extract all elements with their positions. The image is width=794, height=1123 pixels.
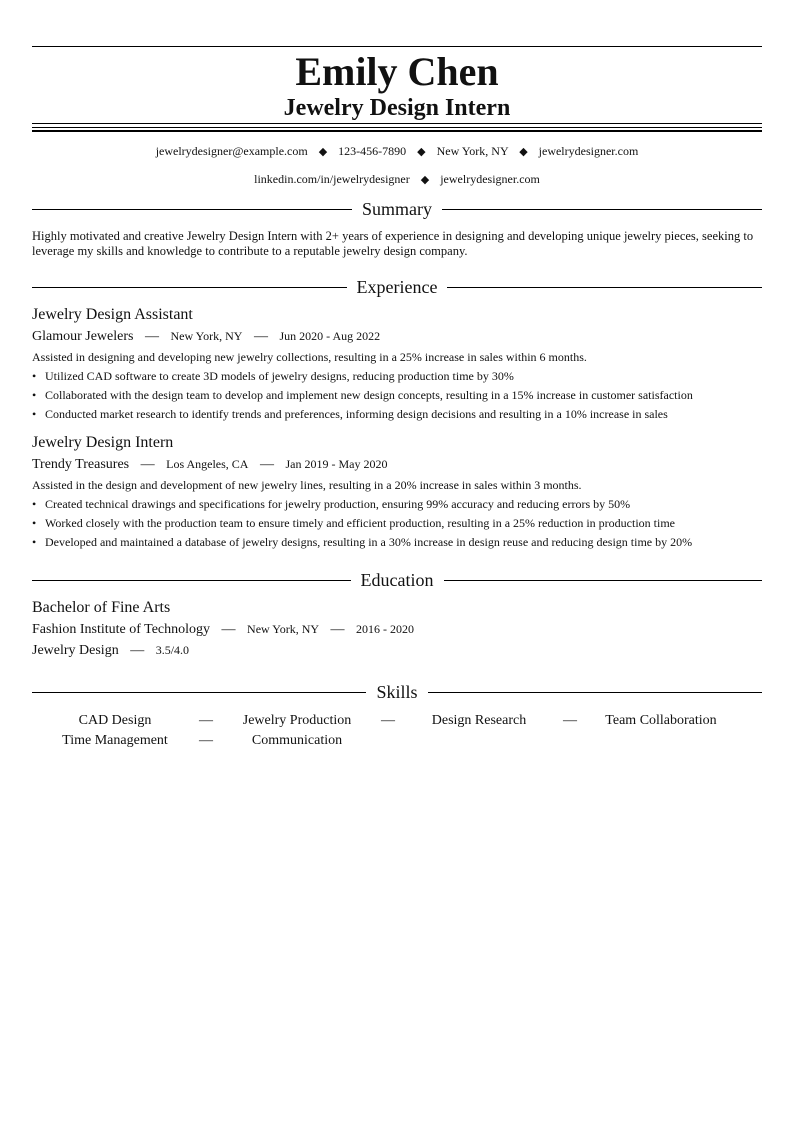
job-entry [32, 433, 762, 550]
candidate-name: Emily Chen [295, 49, 499, 94]
section-title: Education [360, 570, 434, 590]
school-years: 2016 - 2020 [356, 622, 415, 636]
contact-location: New York, NY [436, 144, 509, 158]
skills-heading [32, 680, 762, 704]
dash-separator: — [199, 713, 213, 728]
bullet-icon: • [32, 516, 37, 530]
contact-website[interactable]: jewelrydesigner.com [538, 144, 639, 158]
gpa: 3.5/4.0 [155, 643, 190, 657]
diamond-separator-icon: ◆ [318, 146, 328, 158]
skills-row [32, 732, 762, 750]
candidate-role: Jewelry Design Intern [283, 95, 511, 121]
job-location: Los Angeles, CA [166, 457, 249, 471]
job-dates: Jan 2019 - May 2020 [285, 457, 388, 471]
school-location: New York, NY [247, 622, 320, 636]
dash-separator: — [199, 733, 213, 748]
skill-item: Team Collaboration [605, 713, 717, 728]
diamond-separator-icon: ◆ [519, 146, 528, 158]
skills-list [32, 712, 762, 750]
list-item: • Worked closely with the production team to ensure timely and efficient production, resulting in a 25% reduction in production time [32, 516, 675, 530]
experience-heading [32, 275, 762, 299]
section-title: Experience [356, 277, 438, 297]
dash-separator: — [381, 713, 395, 728]
dash-separator: — [130, 643, 145, 658]
contact-website-2[interactable]: jewelrydesigner.com [440, 172, 540, 186]
job-description: Assisted in the design and development of new jewelry lines, resulting in a 20% increase in sales within 3 months. [32, 478, 582, 492]
summary-text: Highly motivated and creative Jewelry Design Intern with 2+ years of experience in designing and developing unique jewelry pieces, seeking to leverage my skills and knowledge to contribute to a reputable jewelry design company. [32, 229, 754, 258]
contact-linkedin[interactable]: linkedin.com/in/jewelrydesigner [254, 172, 410, 186]
job-title: Jewelry Design Intern [32, 434, 174, 451]
contact-row-1 [32, 144, 762, 159]
job-meta [32, 455, 762, 474]
job-bullets [32, 369, 762, 422]
skill-item: Jewelry Production [242, 713, 352, 728]
education-meta [32, 620, 762, 639]
dash-separator: — [144, 329, 159, 344]
list-item: • Created technical drawings and specifications for jewelry production, ensuring 99% accuracy and reducing errors by 50% [32, 497, 631, 511]
skill-item: Time Management [62, 733, 168, 748]
list-item: • Conducted market research to identify trends and preferences, informing design decisions and resulting in a 10% increase in sales [32, 407, 668, 421]
section-title: Summary [362, 199, 432, 219]
dash-separator: — [253, 329, 268, 344]
dash-separator: — [221, 622, 236, 637]
bullet-icon: • [32, 388, 37, 402]
header-top-rule [32, 46, 762, 47]
job-dates: Jun 2020 - Aug 2022 [279, 329, 381, 343]
bullet-icon: • [32, 535, 37, 549]
list-item: • Utilized CAD software to create 3D models of jewelry designs, reducing production time by 30% [32, 369, 514, 383]
resume-page [32, 46, 762, 752]
header-bottom-rules [32, 123, 762, 132]
list-item: • Collaborated with the design team to develop and implement new design concepts, resulting in a 15% increase in customer satisfaction [32, 388, 693, 402]
skills-row [32, 712, 762, 730]
job-entry [32, 305, 762, 422]
job-bullets [32, 497, 762, 550]
dash-separator: — [259, 457, 274, 472]
bullet-icon: • [32, 497, 37, 511]
contact-row-2 [32, 172, 762, 187]
dash-separator: — [330, 622, 345, 637]
list-item: • Developed and maintained a database of jewelry designs, resulting in a 30% increase in design reuse and reducing design time by 20% [32, 535, 693, 549]
job-description: Assisted in designing and developing new jewelry collections, resulting in a 25% increase in sales within 6 months. [32, 350, 587, 364]
school: Fashion Institute of Technology [32, 622, 211, 637]
bullet-icon: • [32, 407, 37, 421]
skill-item: Design Research [431, 713, 527, 728]
job-company: Glamour Jewelers [32, 329, 134, 344]
education-entry [32, 598, 762, 660]
contact-email[interactable]: jewelrydesigner@example.com [155, 144, 308, 158]
job-company: Trendy Treasures [32, 457, 130, 472]
dash-separator: — [563, 713, 577, 728]
bullet-icon: • [32, 369, 37, 383]
summary-heading [32, 197, 762, 221]
job-location: New York, NY [170, 329, 243, 343]
degree: Bachelor of Fine Arts [32, 599, 171, 616]
major: Jewelry Design [32, 643, 119, 658]
diamond-separator-icon: ◆ [420, 174, 430, 186]
section-title: Skills [376, 682, 418, 702]
major-row [32, 641, 762, 660]
job-meta [32, 327, 762, 346]
skill-item: Communication [251, 733, 343, 748]
dash-separator: — [140, 457, 155, 472]
diamond-separator-icon: ◆ [417, 146, 426, 158]
contact-phone: 123-456-7890 [338, 144, 407, 158]
education-heading [32, 568, 762, 592]
skill-item: CAD Design [78, 713, 152, 728]
job-title: Jewelry Design Assistant [32, 306, 193, 323]
